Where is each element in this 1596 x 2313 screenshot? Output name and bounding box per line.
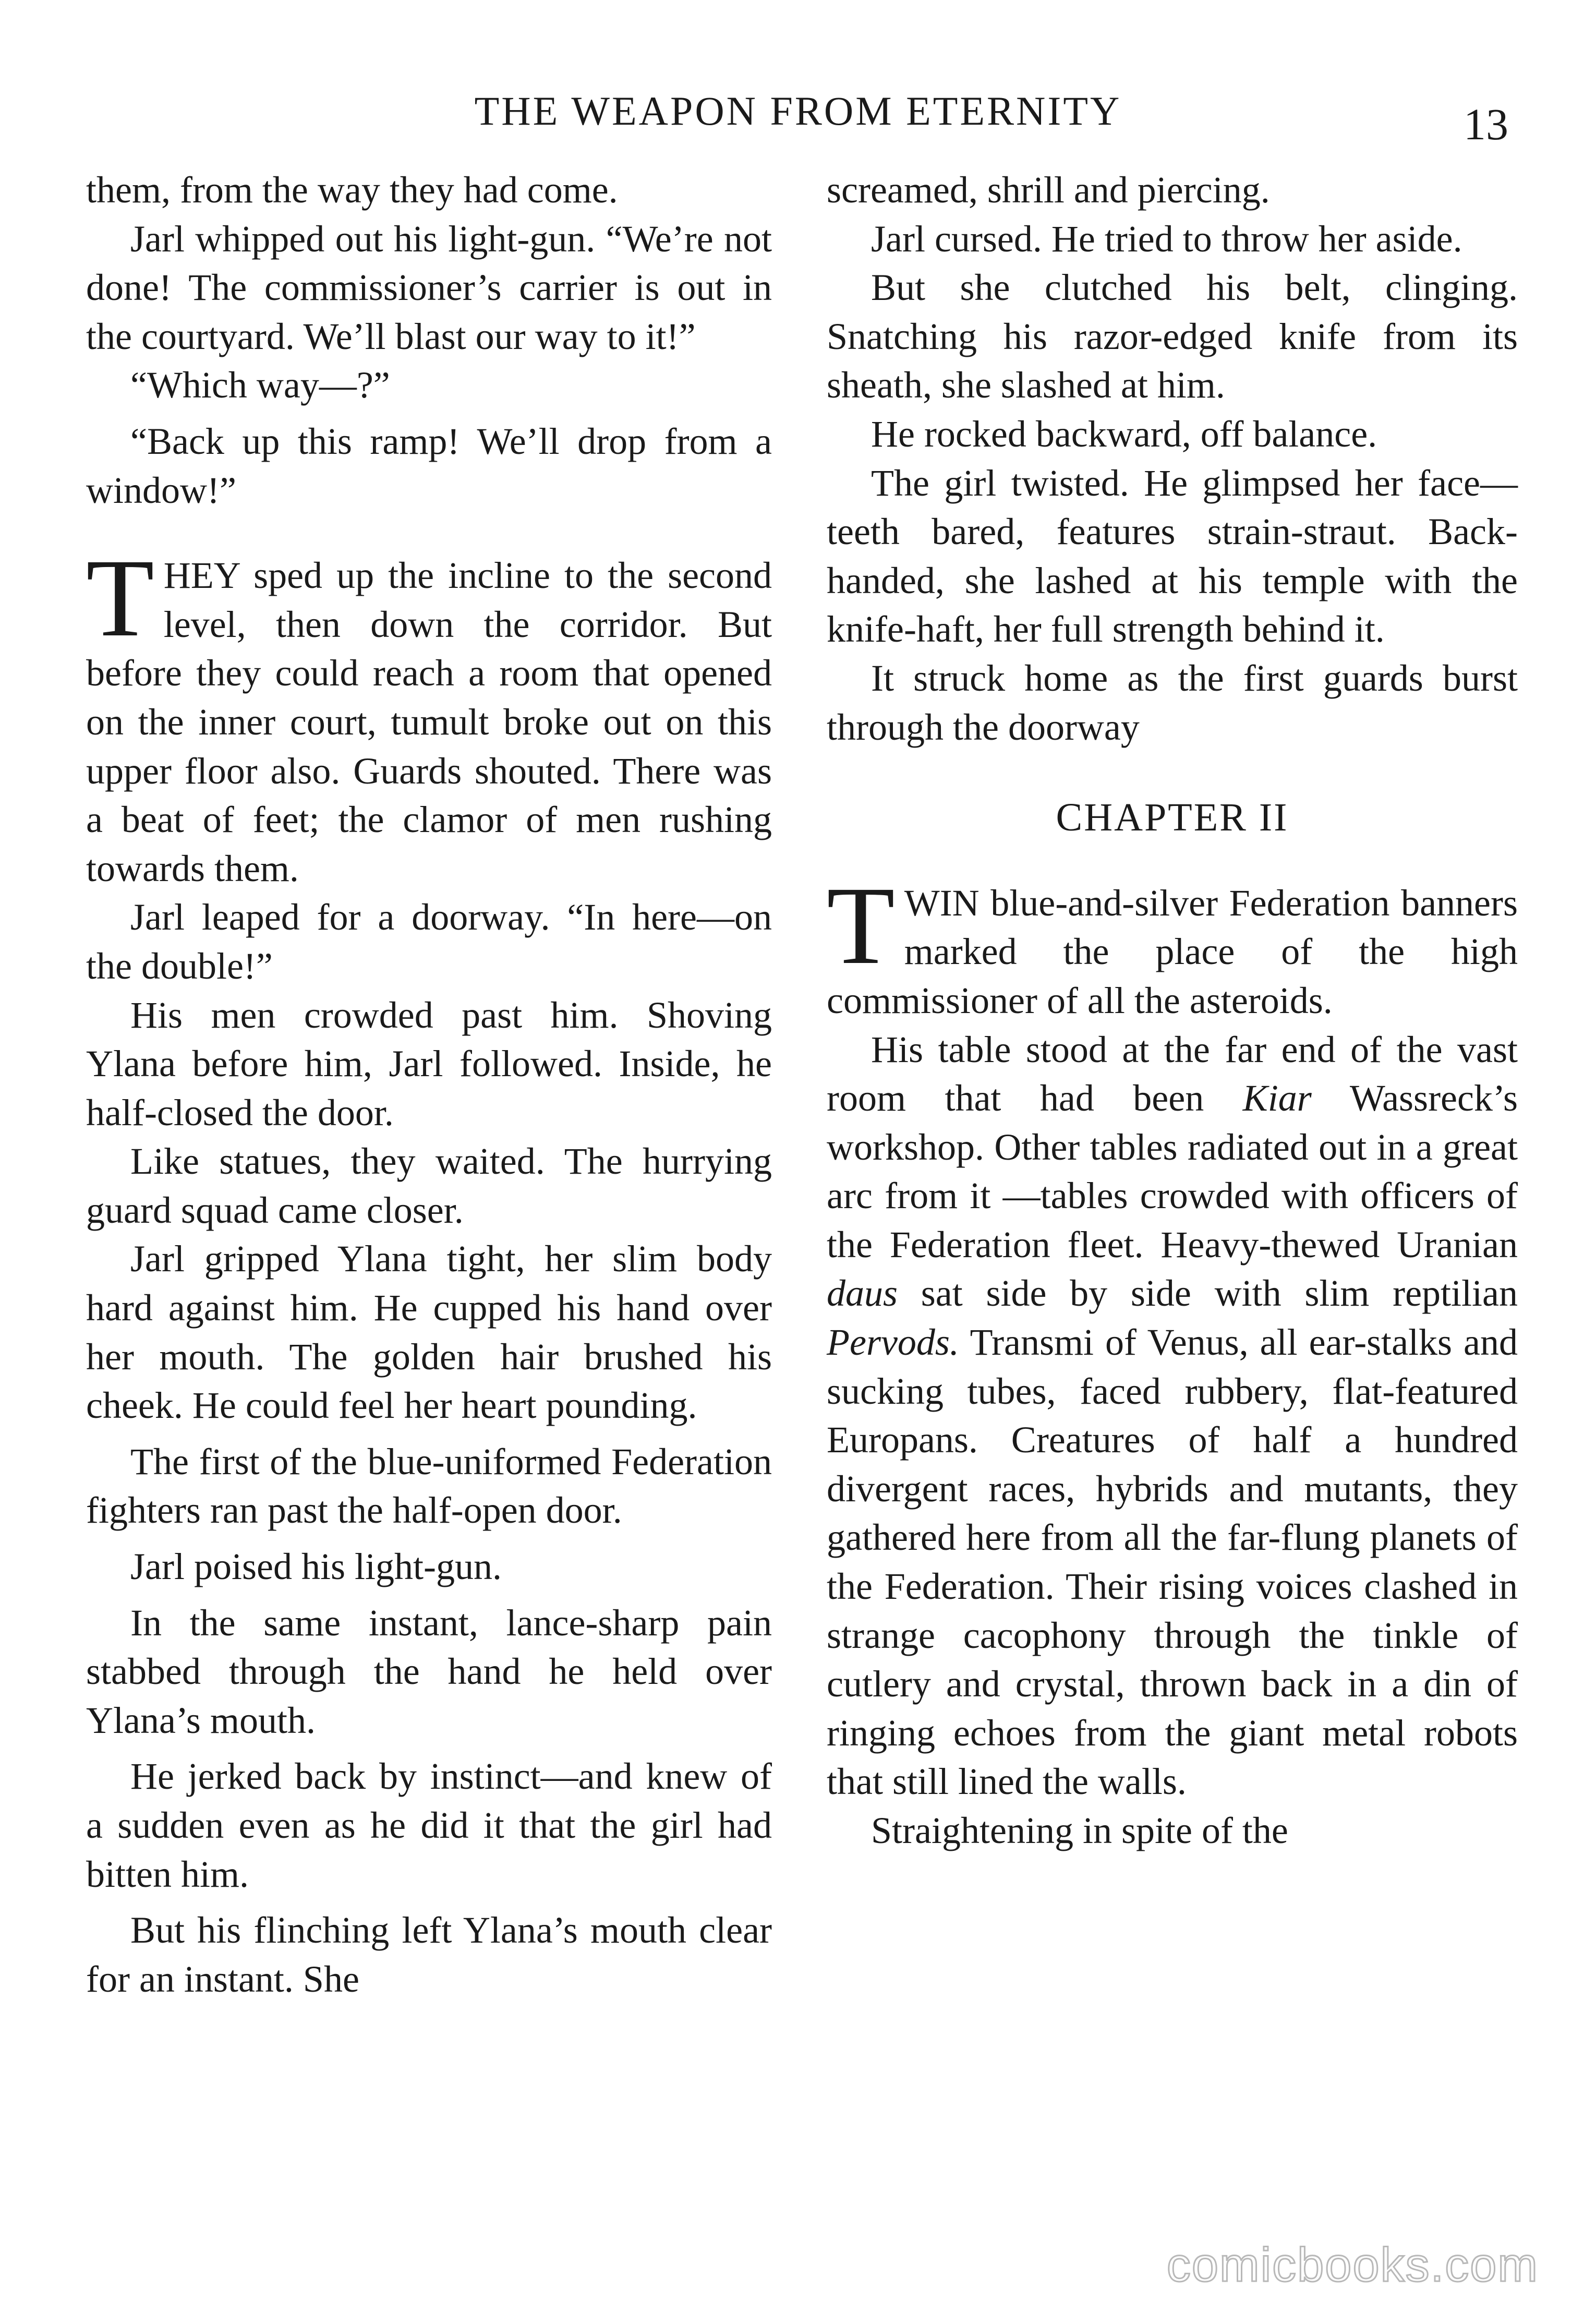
paragraph: In the same instant, lance-sharp pain stabbed through the hand he held over Ylana’s mouth.: [86, 1601, 772, 1741]
drop-cap: T: [86, 536, 154, 660]
running-title: THE WEAPON FROM ETERNITY: [474, 88, 1122, 134]
paragraph: Jarl poised his light-gun.: [130, 1546, 502, 1588]
page-number: 13: [1464, 99, 1508, 149]
paragraph-text: WIN blue-and-silver Federation banners marked the place of the high commissioner of all the asteroids.: [827, 882, 1518, 1021]
paragraph: Jarl leaped for a doorway. “In here—on the double!”: [86, 896, 772, 987]
paragraph: Straightening in spite of the: [871, 1810, 1288, 1851]
paragraph: He rocked backward, off balance.: [871, 413, 1377, 455]
paragraph: Jarl cursed. He tried to throw her aside.: [871, 218, 1462, 260]
paragraph: The first of the blue-uniformed Federation fighters ran past the half-open door.: [86, 1440, 772, 1532]
paragraph: His men crowded past him. Shoving Ylana before him, Jarl followed. Inside, he half-closed the door.: [86, 994, 772, 1134]
drop-cap: T: [827, 863, 895, 987]
paragraph: Like statues, they waited. The hurrying guard squad came closer.: [86, 1140, 772, 1231]
left-column: [86, 166, 772, 2004]
text-run: His table stood at the far end of the vast room that had been: [827, 1028, 1518, 1119]
paragraph-dropcap: [827, 863, 1518, 1026]
right-column: [827, 166, 1518, 1856]
paragraph: Jarl gripped Ylana tight, her slim body hard against him. He cupped his hand over her mouth. The golden hair brushed his cheek. He could feel her heart pounding.: [86, 1238, 772, 1427]
italic-name: Pervods.: [827, 1321, 959, 1364]
italic-name: daus: [827, 1272, 898, 1315]
page-header: [0, 88, 1596, 149]
paragraph: Jarl whipped out his light-gun. “We’re not done! The commissioner’s carrier is out in the courtyard. We’ll blast our way to it!”: [86, 218, 772, 357]
italic-name: Kiar: [1242, 1077, 1312, 1119]
paragraph: He jerked back by instinct—and knew of a sudden even as he did it that the girl had bitten him.: [86, 1755, 772, 1895]
text-run: Transmi of Venus, all ear-stalks and sucking tubes, faced rubbery, flat-featured Europans. Creatures of half a hundred divergent races, hybrids and mutants, they gathered here from all the far-flung planets of the Federation. Their rising voices clashed in strange cacophony through the tinkle of cutlery and crystal, thrown back in a din of ringing echoes from the giant metal robots that still lined the walls.: [827, 1321, 1518, 1803]
paragraph: It struck home as the first guards burst through the doorway: [827, 657, 1518, 748]
paragraph-dropcap: [86, 536, 772, 893]
paragraph: them, from the way they had come.: [86, 169, 618, 211]
paragraph-text: HEY sped up the incline to the second level, then down the corridor. But before they could reach a room that opened on the inner court, tumult broke out on this upper floor also. Guards shouted. There was a beat of feet; the clamor of men rushing towards them.: [86, 555, 772, 889]
text-run: Wassreck’s workshop. Other tables radiated out in a great arc from it —tables crowded with officers of the Federation fleet. Heavy-thewed Uranian: [827, 1077, 1518, 1266]
paragraph: But she clutched his belt, clinging. Snatching his razor-edged knife from its sheath, she slashed at him.: [827, 267, 1518, 406]
paragraph: But his flinching left Ylana’s mouth clear for an instant. She: [86, 1909, 772, 2000]
paragraph: “Which way—?”: [130, 364, 390, 406]
paragraph: “Back up this ramp! We’ll drop from a window!”: [86, 420, 772, 511]
watermark: comicbooks.com: [1166, 2238, 1539, 2292]
text-run: sat side by side with slim reptilian: [898, 1272, 1518, 1315]
paragraph: [827, 1026, 1518, 1807]
paragraph: screamed, shrill and piercing.: [827, 169, 1270, 211]
paragraph: The girl twisted. He glimpsed her face—teeth bared, features strain-straut. Back-handed, she lashed at his temple with the knife-haft, her full strength behind it.: [827, 462, 1518, 650]
chapter-heading: CHAPTER II: [1056, 796, 1289, 840]
